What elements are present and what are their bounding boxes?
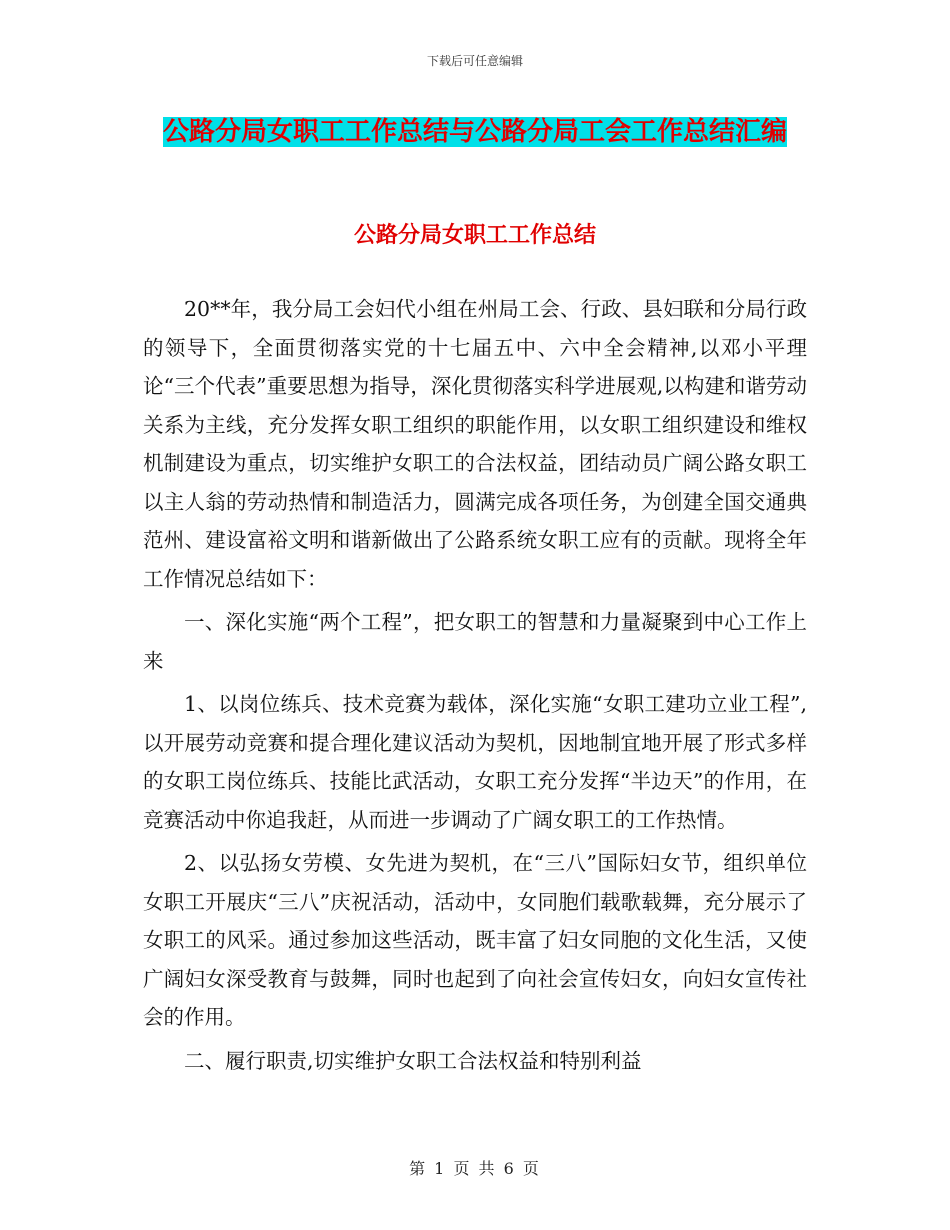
- page-number: 第 1 页 共 6 页: [409, 1159, 541, 1178]
- document-title-text: 公路分局女职工工作总结与公路分局工会工作总结汇编: [162, 117, 787, 147]
- paragraph-item-2: 2、以弘扬女劳模、女先进为契机，在“三八”国际妇女节，组织单位女职工开展庆“三八”庆祝活动，活动中，女同胞们载歌载舞，充分展示了女职工的风采。通过参加这些活动，既丰富了妇女同胞的文化生活，又使广阔妇女深受教育与鼓舞，同时也起到了向社会宣传妇女，向妇女宣传社会的作用。: [143, 851, 807, 1029]
- paragraph-heading-2: 二、履行职责,切实维护女职工合法权益和特别利益: [184, 1048, 642, 1073]
- paragraph-heading-1: 一、深化实施“两个工程”，把女职工的智慧和力量凝聚到中心工作上来: [143, 610, 807, 673]
- document-title: [140, 110, 810, 154]
- paragraph-item-1: 1、以岗位练兵、技术竞赛为载体，深化实施“女职工建功立业工程”,以开展劳动竞赛和提合理化建议活动为契机，因地制宜地开展了形式多样的女职工岗位练兵、技能比武活动，女职工充分发挥“半边天”的作用，在竞赛活动中你追我赶，从而进一步调动了广阔女职工的工作热情。: [143, 692, 807, 832]
- document-body: [143, 290, 807, 1085]
- page-header-note: 下载后可任意编辑: [426, 54, 523, 68]
- paragraph-intro: 20**年，我分局工会妇代小组在州局工会、行政、县妇联和分局行政的领导下，全面贯彻落实党的十七届五中、六中全会精神,以邓小平理论“三个代表”重要思想为指导，深化贯彻落实科学进展观,以构建和谐劳动关系为主线，充分发挥女职工组织的职能作用，以女职工组织建设和维权机制建设为重点，切实维护女职工的合法权益，团结动员广阔公路女职工以主人翁的劳动热情和制造活力，圆满完成各项任务，为创建全国交通典范州、建设富裕文明和谐新做出了公路系统女职工应有的贡献。现将全年工作情况总结如下：: [143, 297, 807, 591]
- section-title: 公路分局女职工工作总结: [353, 223, 596, 248]
